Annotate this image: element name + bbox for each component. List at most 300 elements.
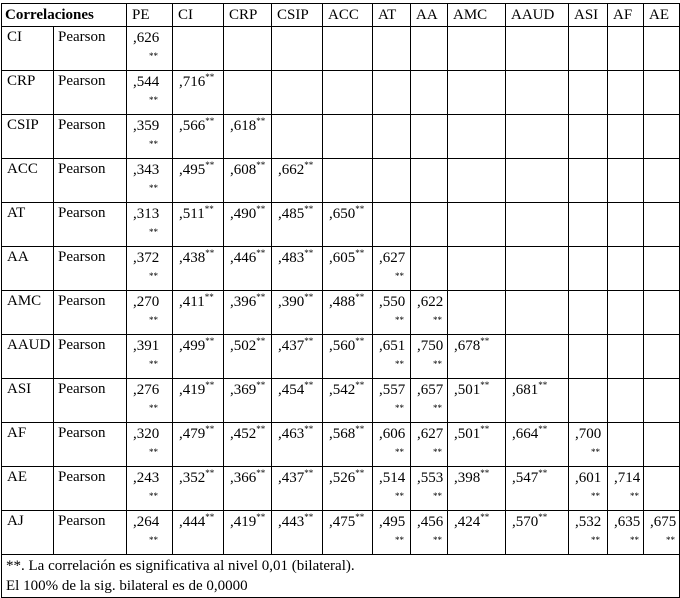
- correlation-cell: [608, 467, 644, 511]
- significance-mark: **: [149, 403, 158, 413]
- empty-cell: [569, 379, 608, 423]
- empty-cell: [448, 115, 506, 159]
- significance-mark: **: [304, 380, 314, 390]
- correlation-number: ,501: [454, 382, 481, 398]
- correlation-number: ,443: [278, 514, 305, 530]
- column-header: CRP: [224, 4, 272, 27]
- empty-cell: [373, 159, 411, 203]
- empty-cell: [272, 71, 323, 115]
- correlation-number: ,664: [512, 426, 539, 442]
- correlation-cell: [224, 335, 272, 379]
- correlation-value: [133, 426, 159, 442]
- correlation-number: ,391: [133, 338, 160, 354]
- correlation-number: ,627: [417, 426, 444, 442]
- significance-mark: **: [256, 468, 266, 478]
- correlation-value: [379, 294, 405, 310]
- correlation-cell: [373, 423, 411, 467]
- empty-cell: [608, 291, 644, 335]
- correlation-number: ,495: [179, 162, 206, 178]
- significance-mark: **: [149, 95, 158, 105]
- table-row: [2, 27, 680, 71]
- correlation-value: [512, 382, 547, 398]
- correlation-value: [454, 382, 489, 398]
- correlation-value: [133, 294, 159, 310]
- correlation-cell: [224, 247, 272, 291]
- correlation-value: [512, 426, 547, 442]
- table-row: [2, 335, 680, 379]
- row-statistic: Pearson: [54, 71, 127, 115]
- significance-mark: **: [149, 227, 158, 237]
- correlation-number: ,657: [417, 382, 444, 398]
- correlation-number: ,396: [230, 294, 257, 310]
- correlation-cell: [506, 511, 569, 555]
- correlation-cell: [127, 291, 173, 335]
- correlation-value: [614, 470, 640, 486]
- correlation-number: ,456: [417, 514, 444, 530]
- correlation-value: [454, 426, 489, 442]
- correlation-number: ,366: [230, 470, 257, 486]
- notes-row: [2, 555, 680, 598]
- correlation-number: ,359: [133, 118, 160, 134]
- significance-mark: **: [256, 116, 266, 126]
- significance-mark: **: [256, 380, 266, 390]
- empty-cell: [644, 467, 680, 511]
- empty-cell: [411, 71, 448, 115]
- table-row: [2, 247, 680, 291]
- significance-mark: **: [355, 424, 365, 434]
- significance-mark: **: [304, 468, 314, 478]
- empty-cell: [608, 379, 644, 423]
- correlation-cell: [373, 379, 411, 423]
- correlation-cell: [127, 203, 173, 247]
- correlation-value: [230, 162, 265, 178]
- correlation-value: [575, 514, 601, 530]
- correlation-number: ,398: [454, 470, 481, 486]
- correlation-number: ,313: [133, 206, 160, 222]
- correlation-cell: [272, 247, 323, 291]
- correlation-cell: [173, 71, 224, 115]
- correlation-number: ,495: [379, 514, 406, 530]
- correlation-value: [329, 206, 364, 222]
- correlation-number: ,490: [230, 206, 257, 222]
- significance-mark: **: [433, 491, 442, 501]
- significance-mark: **: [395, 535, 404, 545]
- empty-cell: [569, 247, 608, 291]
- correlation-value: [133, 206, 159, 222]
- correlation-number: ,681: [512, 382, 539, 398]
- significance-mark: **: [591, 491, 600, 501]
- correlation-number: ,550: [379, 294, 406, 310]
- correlation-value: [179, 118, 214, 134]
- correlation-cell: [323, 335, 373, 379]
- correlation-value: [512, 514, 547, 530]
- significance-mark: **: [433, 359, 442, 369]
- correlation-number: ,651: [379, 338, 406, 354]
- correlation-cell: [173, 115, 224, 159]
- row-label: AE: [2, 467, 54, 511]
- correlation-number: ,437: [278, 470, 305, 486]
- correlation-value: [179, 294, 214, 310]
- correlation-cell: [224, 511, 272, 555]
- correlation-value: [230, 426, 265, 442]
- empty-cell: [506, 247, 569, 291]
- correlation-number: ,750: [417, 338, 444, 354]
- correlation-cell: [127, 115, 173, 159]
- empty-cell: [608, 71, 644, 115]
- correlation-cell: [224, 379, 272, 423]
- header-row: [2, 4, 680, 27]
- correlation-value: [133, 30, 159, 46]
- correlation-value: [329, 426, 364, 442]
- significance-mark: **: [304, 248, 314, 258]
- correlation-number: ,618: [230, 118, 257, 134]
- table-row: [2, 467, 680, 511]
- row-label: AMC: [2, 291, 54, 335]
- significance-mark: **: [204, 292, 214, 302]
- significance-mark: **: [395, 315, 404, 325]
- significance-mark: **: [355, 204, 365, 214]
- correlation-number: ,675: [650, 514, 677, 530]
- correlation-cell: [323, 423, 373, 467]
- significance-mark: **: [149, 139, 158, 149]
- correlation-cell: [411, 423, 448, 467]
- correlation-cell: [272, 379, 323, 423]
- correlation-cell: [411, 467, 448, 511]
- correlation-number: ,276: [133, 382, 160, 398]
- correlation-number: ,454: [278, 382, 305, 398]
- correlation-value: [454, 338, 489, 354]
- correlation-number: ,419: [230, 514, 257, 530]
- correlation-number: ,424: [454, 514, 481, 530]
- empty-cell: [644, 27, 680, 71]
- correlation-number: ,411: [179, 294, 205, 310]
- correlation-number: ,483: [278, 250, 305, 266]
- row-statistic: Pearson: [54, 511, 127, 555]
- correlation-value: [133, 382, 159, 398]
- row-label: ACC: [2, 159, 54, 203]
- significance-mark: **: [480, 336, 490, 346]
- row-label: AF: [2, 423, 54, 467]
- correlation-value: [379, 338, 405, 354]
- column-header: AE: [644, 4, 680, 27]
- correlation-value: [179, 162, 214, 178]
- significance-mark: **: [204, 204, 214, 214]
- empty-cell: [569, 115, 608, 159]
- correlation-number: ,514: [379, 470, 406, 486]
- empty-cell: [644, 335, 680, 379]
- correlation-cell: [448, 335, 506, 379]
- correlation-value: [329, 470, 364, 486]
- correlation-cell: [506, 379, 569, 423]
- significance-mark: **: [480, 512, 490, 522]
- correlation-cell: [323, 291, 373, 335]
- correlation-number: ,568: [329, 426, 356, 442]
- correlation-cell: [224, 203, 272, 247]
- row-label: AAUD: [2, 335, 54, 379]
- correlation-cell: [323, 247, 373, 291]
- correlation-number: ,553: [417, 470, 444, 486]
- significance-mark: **: [395, 359, 404, 369]
- empty-cell: [323, 71, 373, 115]
- correlation-value: [179, 338, 214, 354]
- correlation-cell: [411, 379, 448, 423]
- table-row: [2, 423, 680, 467]
- correlation-cell: [506, 467, 569, 511]
- empty-cell: [323, 27, 373, 71]
- correlation-cell: [173, 379, 224, 423]
- correlation-value: [379, 514, 405, 530]
- correlation-cell: [173, 511, 224, 555]
- correlation-value: [575, 470, 601, 486]
- row-label: CI: [2, 27, 54, 71]
- significance-mark: **: [355, 292, 365, 302]
- correlation-value: [329, 250, 364, 266]
- correlation-cell: [224, 291, 272, 335]
- column-header: ASI: [569, 4, 608, 27]
- correlation-number: ,352: [179, 470, 206, 486]
- significance-mark: **: [149, 183, 158, 193]
- correlation-cell: [224, 159, 272, 203]
- correlation-cell: [448, 511, 506, 555]
- empty-cell: [569, 291, 608, 335]
- correlation-value: [179, 74, 214, 90]
- correlation-value: [179, 250, 214, 266]
- correlation-value: [230, 118, 265, 134]
- significance-mark: **: [149, 359, 158, 369]
- row-label: ASI: [2, 379, 54, 423]
- correlation-cell: [224, 423, 272, 467]
- correlation-number: ,714: [614, 470, 641, 486]
- row-statistic: Pearson: [54, 203, 127, 247]
- significance-mark: **: [256, 424, 266, 434]
- significance-mark: **: [355, 380, 365, 390]
- correlation-cell: [173, 423, 224, 467]
- significance-mark: **: [256, 292, 266, 302]
- correlation-cell: [173, 159, 224, 203]
- correlation-cell: [272, 159, 323, 203]
- row-statistic: Pearson: [54, 27, 127, 71]
- correlation-number: ,532: [575, 514, 602, 530]
- correlation-value: [230, 470, 265, 486]
- empty-cell: [644, 379, 680, 423]
- empty-cell: [608, 27, 644, 71]
- empty-cell: [608, 247, 644, 291]
- significance-mark: **: [149, 51, 158, 61]
- empty-cell: [644, 71, 680, 115]
- correlation-cell: [272, 335, 323, 379]
- significance-mark: **: [433, 315, 442, 325]
- empty-cell: [373, 71, 411, 115]
- correlation-value: [278, 338, 313, 354]
- empty-cell: [373, 115, 411, 159]
- significance-mark: **: [395, 447, 404, 457]
- empty-cell: [373, 27, 411, 71]
- correlation-cell: [224, 467, 272, 511]
- row-statistic: Pearson: [54, 159, 127, 203]
- correlation-number: ,320: [133, 426, 160, 442]
- significance-mark: **: [395, 403, 404, 413]
- correlation-number: ,369: [230, 382, 257, 398]
- row-statistic: Pearson: [54, 291, 127, 335]
- note-significance: **. La correlación es significativa al nivel 0,01 (bilateral).: [6, 558, 355, 574]
- significance-mark: **: [256, 248, 266, 258]
- significance-mark: **: [395, 491, 404, 501]
- empty-cell: [644, 423, 680, 467]
- correlation-value: [614, 514, 640, 530]
- correlation-cell: [173, 247, 224, 291]
- correlation-number: ,243: [133, 470, 160, 486]
- empty-cell: [173, 27, 224, 71]
- correlation-number: ,626: [133, 30, 160, 46]
- empty-cell: [608, 115, 644, 159]
- correlation-cell: [569, 467, 608, 511]
- row-label: CRP: [2, 71, 54, 115]
- significance-mark: **: [205, 248, 215, 258]
- correlation-cell: [127, 467, 173, 511]
- correlation-number: ,446: [230, 250, 257, 266]
- correlation-value: [278, 162, 313, 178]
- correlation-value: [278, 206, 313, 222]
- significance-mark: **: [395, 271, 404, 281]
- correlation-value: [454, 470, 489, 486]
- table-row: [2, 379, 680, 423]
- correlation-cell: [127, 511, 173, 555]
- correlation-cell: [127, 335, 173, 379]
- significance-mark: **: [304, 160, 314, 170]
- correlation-value: [179, 426, 214, 442]
- correlation-cell: [373, 467, 411, 511]
- empty-cell: [506, 335, 569, 379]
- table-row: [2, 291, 680, 335]
- significance-mark: **: [205, 424, 215, 434]
- significance-mark: **: [480, 424, 490, 434]
- table-row: [2, 115, 680, 159]
- correlation-number: ,716: [179, 74, 206, 90]
- significance-mark: **: [256, 160, 266, 170]
- empty-cell: [644, 115, 680, 159]
- correlation-number: ,601: [575, 470, 602, 486]
- correlation-value: [329, 382, 364, 398]
- correlation-number: ,542: [329, 382, 356, 398]
- correlation-value: [230, 250, 265, 266]
- table-notes: [2, 555, 680, 598]
- correlation-value: [379, 250, 405, 266]
- correlation-number: ,452: [230, 426, 257, 442]
- correlation-cell: [411, 335, 448, 379]
- correlation-number: ,390: [278, 294, 305, 310]
- correlation-number: ,547: [512, 470, 539, 486]
- table-body: [2, 27, 680, 555]
- empty-cell: [608, 203, 644, 247]
- correlation-number: ,343: [133, 162, 160, 178]
- correlation-number: ,479: [179, 426, 206, 442]
- column-header: PE: [127, 4, 173, 27]
- column-header: AT: [373, 4, 411, 27]
- empty-cell: [506, 159, 569, 203]
- correlation-cell: [173, 203, 224, 247]
- correlation-number: ,678: [454, 338, 481, 354]
- table-row: [2, 511, 680, 555]
- correlation-number: ,544: [133, 74, 160, 90]
- correlation-value: [133, 162, 159, 178]
- empty-cell: [569, 335, 608, 379]
- correlation-number: ,700: [575, 426, 602, 442]
- table-row: [2, 71, 680, 115]
- correlation-table: [1, 3, 680, 598]
- correlation-cell: [127, 27, 173, 71]
- significance-mark: **: [256, 512, 266, 522]
- significance-mark: **: [304, 336, 314, 346]
- empty-cell: [644, 159, 680, 203]
- note-bilateral: El 100% de la sig. bilateral es de 0,0000: [6, 578, 248, 594]
- correlation-cell: [127, 71, 173, 115]
- correlation-value: [179, 206, 214, 222]
- column-header: AAUD: [506, 4, 569, 27]
- empty-cell: [411, 159, 448, 203]
- correlation-number: ,444: [179, 514, 206, 530]
- empty-cell: [411, 247, 448, 291]
- correlation-number: ,475: [329, 514, 356, 530]
- significance-mark: **: [355, 336, 365, 346]
- empty-cell: [448, 291, 506, 335]
- empty-cell: [644, 203, 680, 247]
- row-statistic: Pearson: [54, 379, 127, 423]
- empty-cell: [448, 203, 506, 247]
- empty-cell: [411, 203, 448, 247]
- correlation-cell: [373, 291, 411, 335]
- significance-mark: **: [433, 403, 442, 413]
- empty-cell: [272, 115, 323, 159]
- significance-mark: **: [355, 468, 365, 478]
- row-statistic: Pearson: [54, 247, 127, 291]
- correlation-cell: [224, 115, 272, 159]
- significance-mark: **: [591, 447, 600, 457]
- empty-cell: [644, 291, 680, 335]
- correlation-cell: [127, 379, 173, 423]
- correlation-cell: [127, 423, 173, 467]
- correlation-value: [230, 382, 265, 398]
- correlation-value: [133, 514, 159, 530]
- correlation-cell: [272, 423, 323, 467]
- correlation-cell: [373, 247, 411, 291]
- correlation-value: [133, 250, 159, 266]
- correlation-number: ,650: [329, 206, 356, 222]
- row-statistic: Pearson: [54, 115, 127, 159]
- correlation-number: ,662: [278, 162, 305, 178]
- empty-cell: [224, 71, 272, 115]
- correlation-number: ,501: [454, 426, 481, 442]
- empty-cell: [569, 203, 608, 247]
- correlation-value: [133, 470, 159, 486]
- empty-cell: [323, 115, 373, 159]
- empty-cell: [373, 203, 411, 247]
- row-label: AT: [2, 203, 54, 247]
- column-header: AA: [411, 4, 448, 27]
- correlation-cell: [448, 467, 506, 511]
- correlation-cell: [323, 467, 373, 511]
- correlation-number: ,605: [329, 250, 356, 266]
- empty-cell: [448, 159, 506, 203]
- correlation-value: [417, 294, 443, 310]
- significance-mark: **: [591, 535, 600, 545]
- significance-mark: **: [433, 535, 442, 545]
- correlation-number: ,437: [278, 338, 305, 354]
- correlation-cell: [448, 379, 506, 423]
- correlation-number: ,372: [133, 250, 160, 266]
- correlation-value: [230, 514, 265, 530]
- significance-mark: **: [256, 204, 266, 214]
- significance-mark: **: [433, 447, 442, 457]
